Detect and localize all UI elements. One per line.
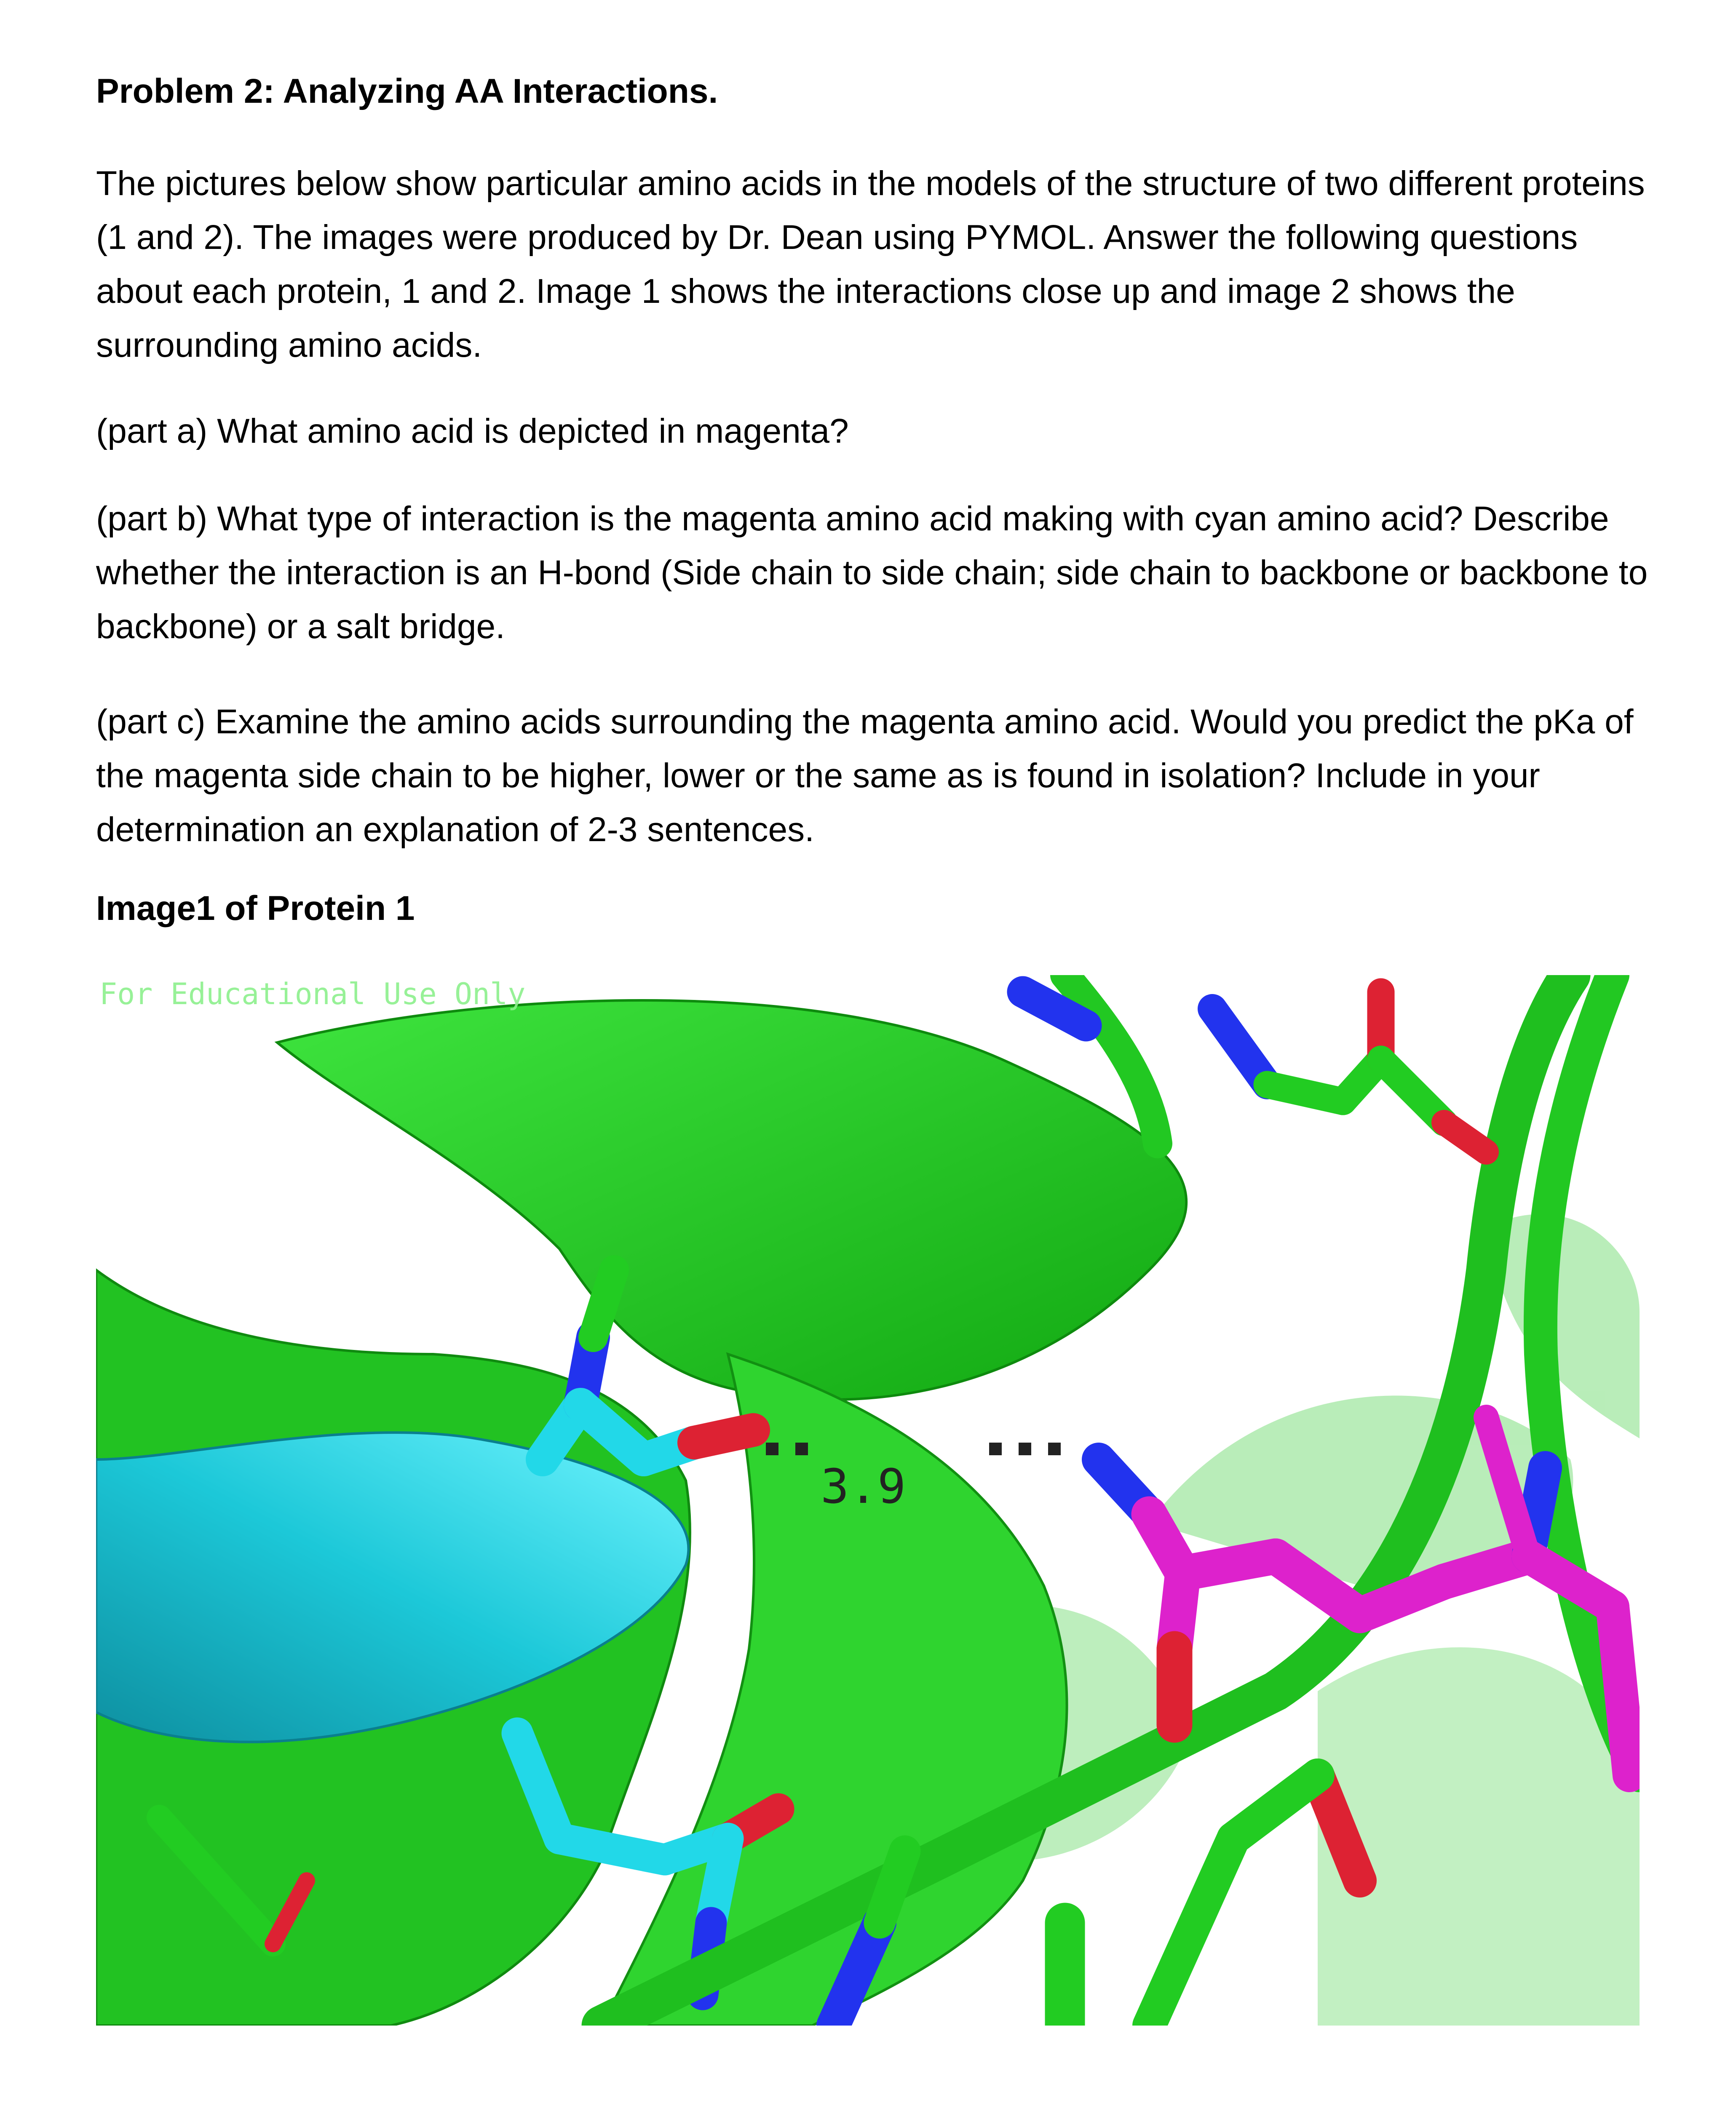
distance-label: 3.9: [821, 1459, 906, 1514]
green-helix-top: [277, 1000, 1186, 1400]
protein-structure-image: [96, 975, 1640, 2026]
part-c-question: (part c) Examine the amino acids surrounding the magenta amino acid. Would you predict the pKa of the magenta side chain to be higher, lower or the same as is found in isolation? Include in your determination an explanation of 2-3 sentences.: [96, 703, 1634, 849]
problem-title: Problem 2: Analyzing AA Interactions.: [96, 72, 718, 110]
part-b-question: (part b) What type of interaction is the magenta amino acid making with cyan amino acid? Describe whether the interaction is an H-bond (Side chain to side chain; side chain to backbone or backbone to backbone) or a salt bridge.: [96, 500, 1648, 646]
watermark-text: For Educational Use Only: [99, 977, 526, 1011]
image-label: Image1 of Protein 1: [96, 889, 415, 927]
part-a-question: (part a) What amino acid is depicted in magenta?: [96, 412, 849, 450]
problem-intro: The pictures below show particular amino acids in the models of the structure of two different proteins (1 and 2). The images were produced by Dr. Dean using PYMOL. Answer the following questions about each protein, 1 and 2. Image 1 shows the interactions close up and image 2 shows the surrounding amino acids.: [96, 164, 1645, 364]
